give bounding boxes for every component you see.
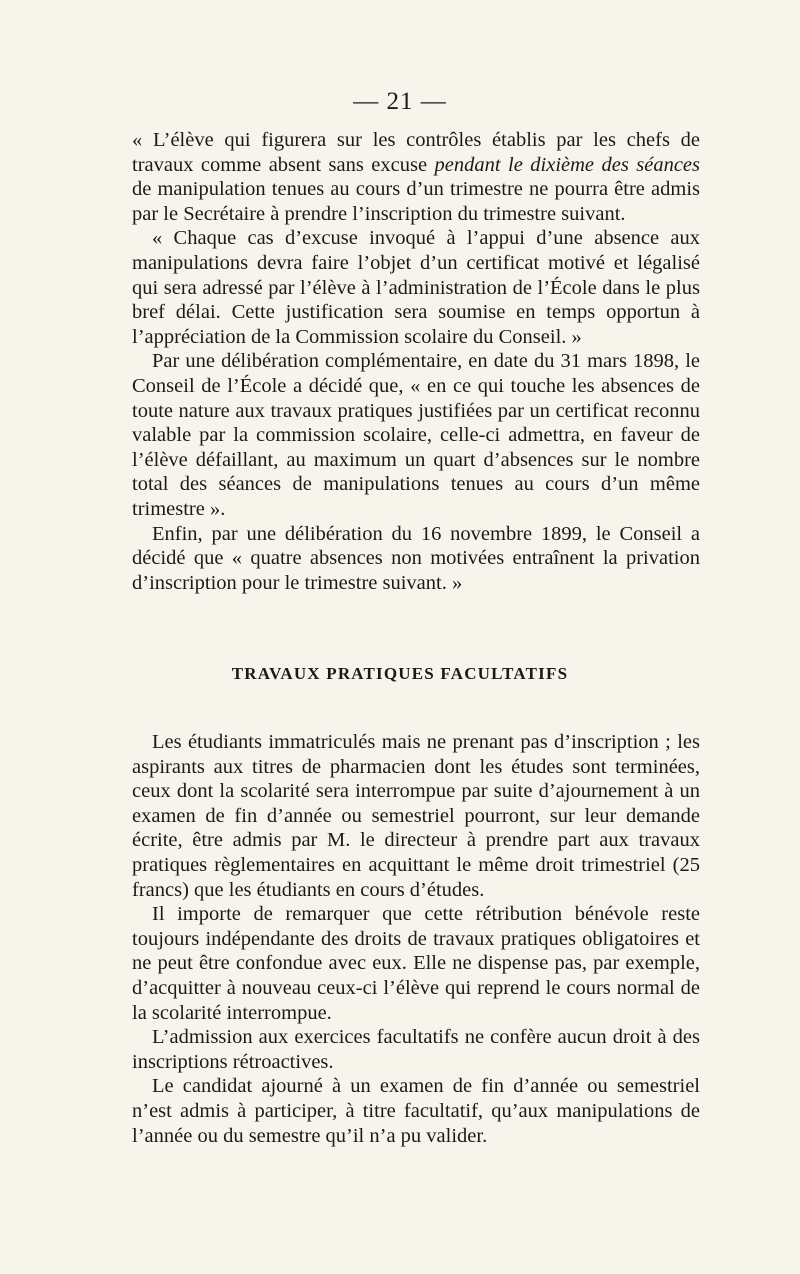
section-paragraph-1: Les étudiants immatriculés mais ne prenant pas d’inscription ; les aspirants aux titres de pharmacien dont les études sont terminées, ceux dont la scolarité sera interrompue par suite d’ajournement à un examen de fin d’année ou semestriel pourront, sur leur demande écrite, être admis par M. le directeur à prendre part aux travaux pratiques règlementaires en acquittant le même droit trimestriel (25 francs) que les étudiants en cours d’études.	[132, 731, 700, 901]
intro-paragraph-2: « Chaque cas d’excuse invoqué à l’appui d’une absence aux manipulations devra faire l’objet d’un certificat motivé et légalisé qui sera adressé par l’élève à l’administration de l’École dans le plus bref délai. Cette justification sera soumise en temps opportun à l’appréciation de la Commission scolaire du Conseil. »	[132, 227, 700, 348]
intro-paragraph-1	[132, 128, 700, 226]
section-paragraph-2: Il importe de remarquer que cette rétribution bénévole reste toujours indépendante des droits de travaux pratiques obligatoires et ne peut être confondue avec eux. Elle ne dispense pas, par exemple, d’acquitter à nouveau ceux-ci l’élève qui reprend le cours normal de la scolarité interrompue.	[132, 903, 700, 1024]
intro-paragraph-3: Par une délibération complémentaire, en date du 31 mars 1898, le Conseil de l’École a décidé que, « en ce qui touche les absences de toute nature aux travaux pratiques justifiées par un certificat reconnu valable par la commission scolaire, celle-ci admettra, en faveur de l’élève défaillant, au maximum un quart d’absences sur le nombre total des séances de manipulations tenues au cours d’un même trimestre ».	[132, 350, 700, 520]
page-number: — 21 —	[353, 88, 447, 115]
section-paragraph-4: Le candidat ajourné à un examen de fin d’année ou semestriel n’est admis à participer, à titre facultatif, qu’aux manipulations de l’année ou du semestre qu’il n’a pu valider.	[132, 1075, 700, 1147]
section-text	[132, 730, 700, 1148]
intro-paragraph-1-italic: pendant le dixième des séances	[434, 153, 700, 176]
intro-text	[132, 128, 700, 595]
intro-paragraph-4: Enfin, par une délibération du 16 novembre 1899, le Conseil a décidé que « quatre absences non motivées entraînent la privation d’inscription pour le trimestre suivant. »	[132, 522, 700, 594]
intro-paragraph-1-end: de manipulation tenues au cours d’un trimestre ne pourra être admis par le Secrétaire à prendre l’inscription du trimestre suivant.	[132, 178, 700, 225]
section-paragraph-3: L’admission aux exercices facultatifs ne confère aucun droit à des inscriptions rétroactives.	[132, 1026, 700, 1073]
intro-paragraph-1-start: « L’élève qui figurera sur les contrôles établis par les chefs de travaux comme absent sans excuse	[132, 129, 700, 176]
section-heading: TRAVAUX PRATIQUES FACULTATIFS	[231, 664, 569, 683]
